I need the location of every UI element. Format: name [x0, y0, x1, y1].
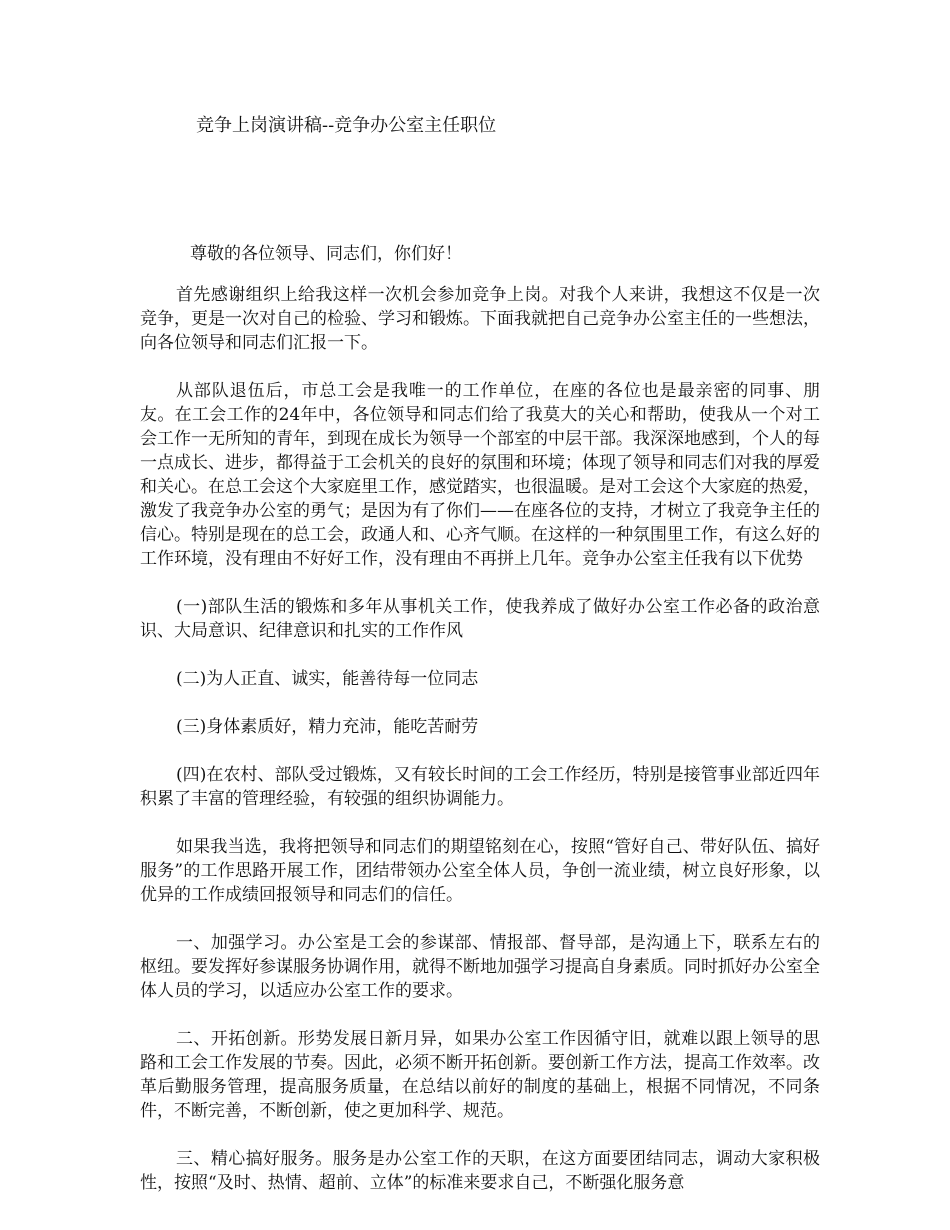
paragraph-intro: 首先感谢组织上给我这样一次机会参加竞争上岗。对我个人来讲，我想这不仅是一次竞争，更是一次对自己的检验、学习和锻炼。下面我就把自己竞争办公室主任的一些想法，向各位领导和同志们汇报一下。: [140, 285, 820, 353]
paragraph-plan-service: 三、精心搞好服务。服务是办公室工作的天职，在这方面要团结同志，调动大家积极性，按照“及时、热情、超前、立体”的标准来要求自己，不断强化服务意: [140, 1149, 820, 1193]
paragraph-advantage-4: (四)在农村、部队受过锻炼，又有较长时间的工会工作经历，特别是接管事业部近四年积累了丰富的管理经验，有较强的组织协调能力。: [140, 765, 820, 809]
paragraph-plan-innovate: 二、开拓创新。形势发展日新月异，如果办公室工作因循守旧，就难以跟上领导的思路和工会工作发展的节奏。因此，必须不断开拓创新。要创新工作方法，提高工作效率。改革后勤服务管理，提高服务质量，在总结以前好的制度的基础上，根据不同情况，不同条件，不断完善，不断创新，使之更加科学、规范。: [140, 1029, 820, 1121]
document-body: [140, 283, 820, 1219]
document-title: 竞争上岗演讲稿--竞争办公室主任职位: [196, 115, 497, 136]
greeting: 尊敬的各位领导、同志们，你们好！: [190, 244, 462, 264]
paragraph-plan-study: 一、加强学习。办公室是工会的参谋部、情报部、督导部，是沟通上下，联系左右的枢纽。要发挥好参谋服务协调作用，就得不断地加强学习提高自身素质。同时抓好办公室全体人员的学习，以适应办公室工作的要求。: [140, 933, 820, 1001]
paragraph-background: 从部队退伍后，市总工会是我唯一的工作单位，在座的各位也是最亲密的同事、朋友。在工会工作的24年中，各位领导和同志们给了我莫大的关心和帮助，使我从一个对工会工作一无所知的青年，到现在成长为领导一个部室的中层干部。我深深地感到，个人的每一点成长、进步，都得益于工会机关的良好的氛围和环境；体现了领导和同志们对我的厚爱和关心。在总工会这个大家庭里工作，感觉踏实，也很温暖。是对工会这个大家庭的热爱，激发了我竞争办公室的勇气；是因为有了你们——在座各位的支持，才树立了我竞争主任的信心。特别是现在的总工会，政通人和、心齐气顺。在这样的一种氛围里工作，有这么好的工作环境，没有理由不好好工作，没有理由不再拼上几年。竞争办公室主任我有以下优势: [140, 381, 820, 569]
paragraph-if-elected: 如果我当选，我将把领导和同志们的期望铭刻在心，按照“管好自己、带好队伍、搞好服务”的工作思路开展工作，团结带领办公室全体人员，争创一流业绩，树立良好形象，以优异的工作成绩回报领导和同志们的信任。: [140, 837, 820, 905]
paragraph-advantage-2: (二)为人正直、诚实，能善待每一位同志: [176, 669, 479, 689]
paragraph-advantage-3: (三)身体素质好，精力充沛，能吃苦耐劳: [176, 717, 479, 737]
paragraph-advantage-1: (一)部队生活的锻炼和多年从事机关工作，使我养成了做好办公室工作必备的政治意识、大局意识、纪律意识和扎实的工作作风: [140, 597, 820, 641]
